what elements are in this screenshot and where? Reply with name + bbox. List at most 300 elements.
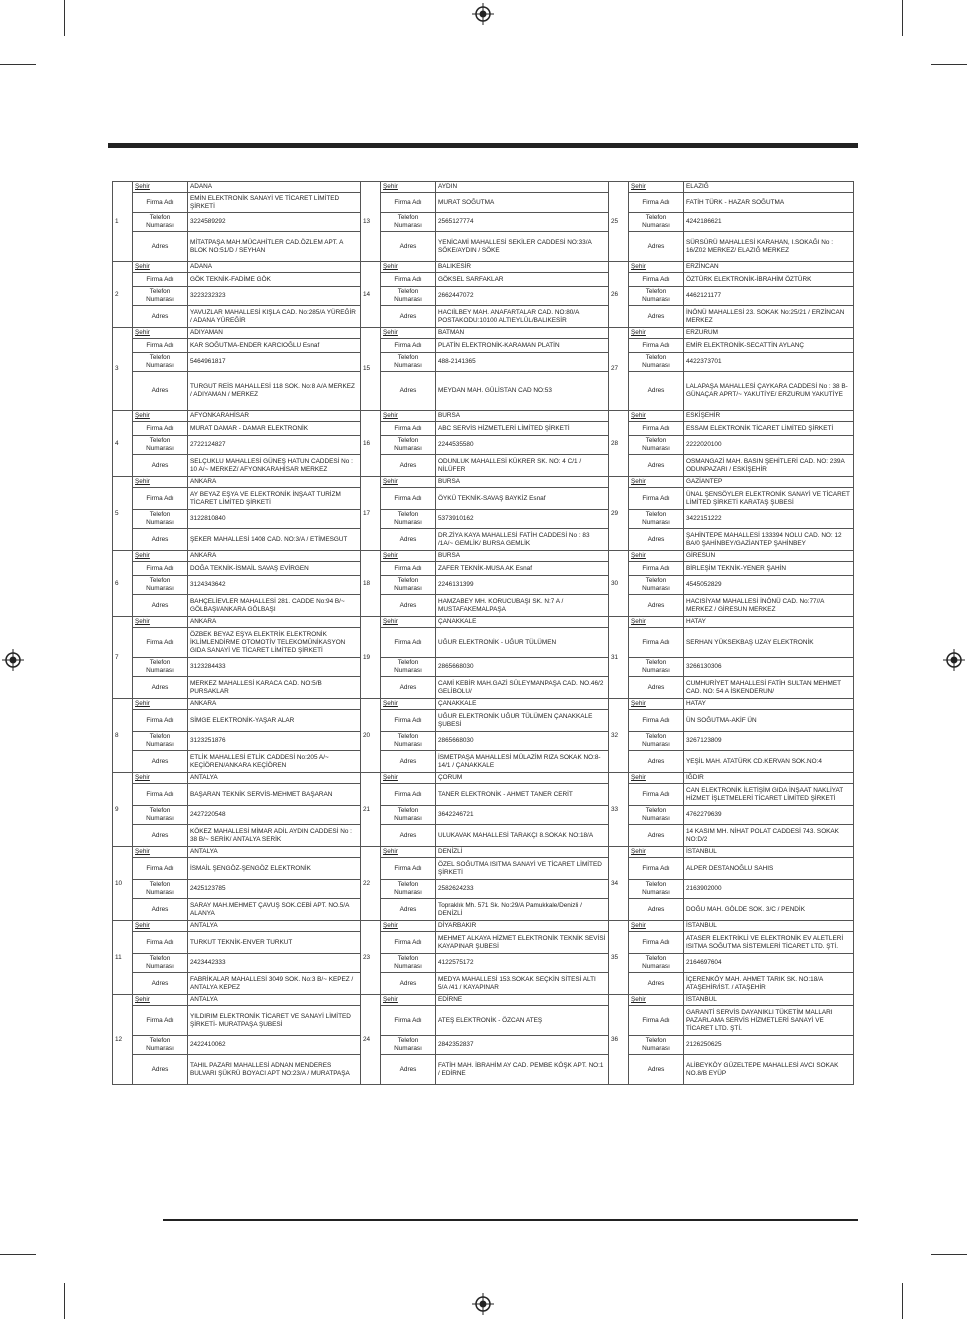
phone-label: Telefon Numarası [629, 576, 684, 595]
entry-number: 34 [609, 847, 629, 921]
phone-value: 3642246721 [436, 806, 609, 825]
city-label: Şehir [629, 699, 684, 710]
city-label: Şehir [381, 617, 436, 628]
address-value: HACIİLBEY MAH. ANAFARTALAR CAD. NO:80/A POSTAKODU:10100 ALTIEYLÜL/BALIKESİR [436, 306, 609, 328]
company-label: Firma Adı [133, 1006, 188, 1036]
company-label: Firma Adı [381, 193, 436, 213]
company-value: ATASER ELEKTRİKLİ VE ELEKTRONİK EV ALETLERİ ISITMA SOĞUTMA SİSTEMLERİ TİCARET LTD. ŞTİ. [684, 932, 854, 954]
city-value: ÇORUM [436, 773, 609, 784]
phone-value: 4762279639 [684, 806, 854, 825]
phone-label: Telefon Numarası [381, 436, 436, 455]
phone-label: Telefon Numarası [629, 353, 684, 372]
company-value: TANER ELEKTRONİK - AHMET TANER CERİT [436, 784, 609, 806]
company-value: AY BEYAZ EŞYA VE ELEKTRONİK İNŞAAT TURİZM TİCARET LİMİTED ŞİRKETİ [188, 488, 361, 510]
company-label: Firma Adı [133, 628, 188, 658]
phone-label: Telefon Numarası [381, 880, 436, 899]
phone-value: 2163902000 [684, 880, 854, 899]
company-label: Firma Adı [381, 710, 436, 732]
crop-mark [0, 1254, 36, 1255]
city-label: Şehir [133, 328, 188, 339]
entry-number: 5 [113, 477, 133, 551]
phone-label: Telefon Numarası [629, 806, 684, 825]
company-label: Firma Adı [629, 628, 684, 658]
header-rule [108, 143, 858, 148]
entry-number: 10 [113, 847, 133, 921]
address-label: Adres [381, 751, 436, 773]
entry-number: 11 [113, 921, 133, 995]
city-label: Şehir [133, 773, 188, 784]
address-value: DR.ZİYA KAYA MAHALLESİ FATİH CADDESİ No : 83 /1A/~ GEMLİK/ BURSA GEMLİK [436, 529, 609, 551]
phone-value: 2565127774 [436, 213, 609, 232]
address-label: Adres [381, 1055, 436, 1085]
company-label: Firma Adı [629, 932, 684, 954]
address-value: HACISİYAM MAHALLESİ İNÖNÜ CAD. No:77//A MERKEZ / GİRESUN MERKEZ [684, 595, 854, 617]
phone-value: 2425123785 [188, 880, 361, 899]
city-value: ANKARA [188, 617, 361, 628]
address-value: ALİBEYKÖY GÜZELTEPE MAHALLESİ AVCI SOKAK NO.8/B EYÜP [684, 1055, 854, 1085]
company-label: Firma Adı [629, 784, 684, 806]
phone-label: Telefon Numarası [133, 287, 188, 306]
entry-number: 33 [609, 773, 629, 847]
phone-label: Telefon Numarası [133, 806, 188, 825]
city-value: EDİRNE [436, 995, 609, 1006]
company-label: Firma Adı [133, 932, 188, 954]
address-label: Adres [133, 595, 188, 617]
address-label: Adres [629, 232, 684, 262]
city-label: Şehir [133, 995, 188, 1006]
company-value: CAN ELEKTRONİK İLETİŞİM GIDA İNŞAAT NAKLİYAT HİZMET İŞLETMELERİ TİCARET LİMİTED ŞİRKETİ [684, 784, 854, 806]
address-label: Adres [133, 529, 188, 551]
address-value: BAHÇELİEVLER MAHALLESİ 281. CADDE No:94 B/~ GÖLBAŞI/ANKARA GÖLBAŞI [188, 595, 361, 617]
city-value: ESKİŞEHİR [684, 411, 854, 422]
entry-number: 26 [609, 262, 629, 328]
address-label: Adres [133, 825, 188, 847]
phone-label: Telefon Numarası [381, 510, 436, 529]
phone-value: 3124343642 [188, 576, 361, 595]
city-label: Şehir [629, 328, 684, 339]
entry-number: 20 [361, 699, 381, 773]
address-value: MEYDAN MAH. GÜLİSTAN CAD NO:53 [436, 372, 609, 411]
entry-number: 23 [361, 921, 381, 995]
company-value: KAR SOĞUTMA-ENDER KARCIOĞLU Esnaf [188, 339, 361, 353]
city-label: Şehir [133, 411, 188, 422]
company-label: Firma Adı [133, 193, 188, 213]
city-label: Şehir [381, 182, 436, 193]
company-label: Firma Adı [381, 488, 436, 510]
company-label: Firma Adı [133, 784, 188, 806]
address-label: Adres [381, 677, 436, 699]
company-label: Firma Adı [133, 858, 188, 880]
city-label: Şehir [133, 921, 188, 932]
phone-value: 2865668030 [436, 732, 609, 751]
city-value: BURSA [436, 551, 609, 562]
company-label: Firma Adı [381, 628, 436, 658]
company-value: ÖZEL SOĞUTMA ISITMA SANAYİ VE TİCARET LİMİTED ŞİRKETİ [436, 858, 609, 880]
city-label: Şehir [629, 262, 684, 273]
phone-label: Telefon Numarası [381, 287, 436, 306]
company-value: SİMGE ELEKTRONİK-YAŞAR ALAR [188, 710, 361, 732]
address-label: Adres [133, 1055, 188, 1085]
company-value: PLATİN ELEKTRONİK-KARAMAN PLATİN [436, 339, 609, 353]
city-label: Şehir [133, 477, 188, 488]
city-value: ÇANAKKALE [436, 699, 609, 710]
crop-mark [0, 64, 36, 65]
company-value: YILDIRIM ELEKTRONİK TİCARET VE SANAYİ LİMİTED ŞİRKETİ- MURATPAŞA ŞUBESİ [188, 1006, 361, 1036]
phone-label: Telefon Numarası [629, 880, 684, 899]
company-label: Firma Adı [629, 710, 684, 732]
phone-label: Telefon Numarası [381, 353, 436, 372]
city-value: ÇANAKKALE [436, 617, 609, 628]
company-value: FATİH TÜRK - HAZAR SOĞUTMA [684, 193, 854, 213]
city-label: Şehir [629, 551, 684, 562]
phone-value: 4242186621 [684, 213, 854, 232]
address-value: YENİCAMİ MAHALLESİ SEKİLER CADDESİ NO:33/A SÖKE/AYDIN / SÖKE [436, 232, 609, 262]
company-value: ÖYKÜ TEKNİK-SAVAŞ BAYKİZ Esnaf [436, 488, 609, 510]
city-value: İSTANBUL [684, 847, 854, 858]
city-label: Şehir [629, 182, 684, 193]
address-value: CAMİ KEBİR MAH.GAZİ SÜLEYMANPAŞA CAD. NO.46/2 GELİBOLU/ [436, 677, 609, 699]
city-value: ERZURUM [684, 328, 854, 339]
city-label: Şehir [381, 699, 436, 710]
phone-label: Telefon Numarası [629, 213, 684, 232]
address-value: CUMHURİYET MAHALLESİ FATİH SULTAN MEHMET CAD. NO: 54 A İSKENDERUN/ [684, 677, 854, 699]
address-value: ŞEKER MAHALLESİ 1408 CAD. NO:3/A / ETİMESGUT [188, 529, 361, 551]
city-label: Şehir [381, 328, 436, 339]
city-value: BALIKESİR [436, 262, 609, 273]
phone-label: Telefon Numarası [381, 576, 436, 595]
phone-value: 2164697604 [684, 954, 854, 973]
address-value: İÇERENKÖY MAH. AHMET TARIK SK. NO:18/A ATAŞEHİR/İST. / ATAŞEHİR [684, 973, 854, 995]
registration-mark-icon [472, 3, 494, 25]
address-label: Adres [629, 595, 684, 617]
phone-label: Telefon Numarası [629, 1036, 684, 1055]
entry-number: 31 [609, 617, 629, 699]
address-value: ETLİK MAHALLESİ ETLİK CADDESİ No:205 A/~ KEÇİÖREN/ANKARA KEÇİÖREN [188, 751, 361, 773]
city-value: GİRESUN [684, 551, 854, 562]
phone-label: Telefon Numarası [629, 658, 684, 677]
phone-value: 3123284433 [188, 658, 361, 677]
address-label: Adres [133, 899, 188, 921]
city-value: ADIYAMAN [188, 328, 361, 339]
address-label: Adres [133, 232, 188, 262]
phone-value: 2865668030 [436, 658, 609, 677]
city-value: AFYONKARAHİSAR [188, 411, 361, 422]
city-label: Şehir [381, 921, 436, 932]
address-value: HAMZABEY MH. KORUCUBAŞI SK. N:7 A / MUSTAFAKEMALPAŞA [436, 595, 609, 617]
address-label: Adres [133, 306, 188, 328]
entry-number: 22 [361, 847, 381, 921]
company-label: Firma Adı [133, 273, 188, 287]
address-value: İNÖNÜ MAHALLESİ 23. SOKAK No:25/21 / ERZİNCAN MERKEZ [684, 306, 854, 328]
company-value: GARANTİ SERVİS DAYANIKLI TÜKETİM MALLARI PAZARLAMA SERVİS HİZMETLERİ SANAYİ VE TİCARET LTD. ŞTİ. [684, 1006, 854, 1036]
company-value: UĞUR ELEKTRONİK UĞUR TÜLÜMEN ÇANAKKALE ŞUBESİ [436, 710, 609, 732]
phone-label: Telefon Numarası [381, 954, 436, 973]
company-label: Firma Adı [381, 932, 436, 954]
phone-value: 3122810840 [188, 510, 361, 529]
city-value: ADANA [188, 182, 361, 193]
company-value: İSMAİL ŞENGÖZ-ŞENGÖZ ELEKTRONİK [188, 858, 361, 880]
phone-label: Telefon Numarası [133, 353, 188, 372]
address-value: MİTATPAŞA MAH.MÜCAHİTLER CAD.ÖZLEM APT. A BLOK NO:51/D / SEYHAN [188, 232, 361, 262]
address-value: SÜRSÜRÜ MAHALLESİ KARAHAN, I.SOKAĞI No : 16/Z02 MERKEZ/ ELAZIĞ MERKEZ [684, 232, 854, 262]
address-label: Adres [381, 825, 436, 847]
phone-value: 2423442333 [188, 954, 361, 973]
address-label: Adres [381, 372, 436, 411]
crop-mark [931, 1254, 967, 1255]
phone-label: Telefon Numarası [133, 880, 188, 899]
entry-number: 29 [609, 477, 629, 551]
city-label: Şehir [629, 773, 684, 784]
crop-mark [64, 1283, 65, 1319]
address-value: ODUNLUK MAHALLESİ KÜKRER SK. NO: 4 C/1 / NİLÜFER [436, 455, 609, 477]
city-value: BURSA [436, 477, 609, 488]
company-label: Firma Adı [629, 1006, 684, 1036]
phone-label: Telefon Numarası [629, 287, 684, 306]
company-label: Firma Adı [381, 562, 436, 576]
city-label: Şehir [629, 477, 684, 488]
phone-value: 4122575172 [436, 954, 609, 973]
address-label: Adres [629, 529, 684, 551]
phone-value: 2722124827 [188, 436, 361, 455]
entry-number: 27 [609, 328, 629, 411]
phone-value: 3224589292 [188, 213, 361, 232]
company-value: MURAT DAMAR - DAMAR ELEKTRONİK [188, 422, 361, 436]
phone-label: Telefon Numarası [629, 436, 684, 455]
city-label: Şehir [381, 995, 436, 1006]
address-value: FATİH MAH. İBRAHİM AY CAD. PEMBE KÖŞK APT. NO:1 / EDİRNE [436, 1055, 609, 1085]
company-value: EMİR ELEKTRONİK-SECATTİN AYLANÇ [684, 339, 854, 353]
company-value: ÖZBEK BEYAZ EŞYA ELEKTRİK ELEKTRONİK İKLİMLENDİRME OTOMOTİV TELEKOMÜNİKASYON GIDA SANAYİ VE TİCARET LİMİTED ŞİRKETİ [188, 628, 361, 658]
phone-label: Telefon Numarası [629, 510, 684, 529]
address-value: Topraklık Mh. 571 Sk. No:29/A Pamukkale/Denizli / DENİZLİ [436, 899, 609, 921]
phone-value: 3266130306 [684, 658, 854, 677]
address-value: DOĞU MAH. GÖLDE SOK. 3/C / PENDİK [684, 899, 854, 921]
entry-number: 16 [361, 411, 381, 477]
address-label: Adres [381, 455, 436, 477]
city-label: Şehir [629, 617, 684, 628]
phone-value: 2246131399 [436, 576, 609, 595]
address-label: Adres [133, 973, 188, 995]
company-label: Firma Adı [629, 488, 684, 510]
phone-label: Telefon Numarası [133, 954, 188, 973]
company-label: Firma Adı [629, 339, 684, 353]
company-value: DOĞA TEKNİK-İSMAİL SAVAŞ EVİRGEN [188, 562, 361, 576]
city-value: ANTALYA [188, 847, 361, 858]
registration-mark-icon [2, 649, 24, 671]
address-label: Adres [629, 973, 684, 995]
address-label: Adres [629, 751, 684, 773]
company-label: Firma Adı [629, 422, 684, 436]
phone-label: Telefon Numarası [133, 732, 188, 751]
phone-value: 2662447072 [436, 287, 609, 306]
entry-number: 30 [609, 551, 629, 617]
phone-value: 4422373701 [684, 353, 854, 372]
phone-label: Telefon Numarası [133, 1036, 188, 1055]
address-value: ŞAHİNTEPE MAHALLESİ 133394 NOLU CAD. NO: 12 BA/0 ŞAHİNBEY/GAZİANTEP ŞAHİNBEY [684, 529, 854, 551]
city-value: ANTALYA [188, 773, 361, 784]
city-value: BURSA [436, 411, 609, 422]
company-label: Firma Adı [629, 858, 684, 880]
company-value: ÜNAL ŞENSÖYLER ELEKTRONİK SANAYİ VE TİCARET LİMİTED ŞİRKETİ KARATAŞ ŞUBESİ [684, 488, 854, 510]
company-value: ÜN SOĞUTMA-AKİF ÜN [684, 710, 854, 732]
address-label: Adres [629, 677, 684, 699]
phone-value: 4462121177 [684, 287, 854, 306]
entry-number: 25 [609, 182, 629, 262]
address-label: Adres [629, 1055, 684, 1085]
company-value: ALPER DESTANOĞLU SAHIS [684, 858, 854, 880]
city-label: Şehir [133, 617, 188, 628]
address-label: Adres [381, 899, 436, 921]
phone-value: 2427220548 [188, 806, 361, 825]
address-value: OSMANGAZİ MAH. BASIN ŞEHİTLERİ CAD. NO: 239A ODUNPAZARI / ESKİŞEHİR [684, 455, 854, 477]
company-value: MEHMET ALKAYA HİZMET ELEKTRONİK TEKNİK SEVİSİ KAYAPINAR ŞUBESİ [436, 932, 609, 954]
phone-value: 2244535580 [436, 436, 609, 455]
crop-mark [902, 0, 903, 36]
phone-value: 5464961817 [188, 353, 361, 372]
address-label: Adres [133, 372, 188, 411]
address-label: Adres [133, 677, 188, 699]
city-label: Şehir [133, 551, 188, 562]
company-value: UĞUR ELEKTRONİK - UĞUR TÜLÜMEN [436, 628, 609, 658]
city-value: AYDIN [436, 182, 609, 193]
city-value: İSTANBUL [684, 995, 854, 1006]
company-label: Firma Adı [133, 488, 188, 510]
company-label: Firma Adı [133, 422, 188, 436]
city-label: Şehir [133, 262, 188, 273]
address-label: Adres [381, 973, 436, 995]
company-value: MURAT SOĞUTMA [436, 193, 609, 213]
city-label: Şehir [133, 847, 188, 858]
city-label: Şehir [381, 847, 436, 858]
address-label: Adres [629, 825, 684, 847]
address-label: Adres [629, 899, 684, 921]
address-label: Adres [381, 595, 436, 617]
city-value: ANTALYA [188, 995, 361, 1006]
address-value: MERKEZ MAHALLESİ KARACA CAD. NO:5/B PURSAKLAR [188, 677, 361, 699]
footer-rule [163, 1219, 858, 1221]
phone-value: 3267123809 [684, 732, 854, 751]
city-value: ANKARA [188, 551, 361, 562]
entry-number: 6 [113, 551, 133, 617]
entry-number: 24 [361, 995, 381, 1085]
company-label: Firma Adı [133, 710, 188, 732]
service-center-table [112, 181, 853, 1085]
phone-value: 2422410062 [188, 1036, 361, 1055]
city-label: Şehir [629, 847, 684, 858]
address-value: SARAY MAH.MEHMET ÇAVUŞ SOK.CEBİ APT. NO.5/A ALANYA [188, 899, 361, 921]
phone-label: Telefon Numarası [629, 732, 684, 751]
company-value: BİRLEŞİM TEKNİK-YENER ŞAHİN [684, 562, 854, 576]
phone-label: Telefon Numarası [133, 213, 188, 232]
address-label: Adres [381, 529, 436, 551]
phone-value: 3223232323 [188, 287, 361, 306]
city-value: ANKARA [188, 699, 361, 710]
phone-label: Telefon Numarası [629, 954, 684, 973]
entry-number: 35 [609, 921, 629, 995]
entry-number: 21 [361, 773, 381, 847]
entry-number: 3 [113, 328, 133, 411]
company-label: Firma Adı [381, 339, 436, 353]
entry-number: 2 [113, 262, 133, 328]
address-value: FABRİKALAR MAHALLESİ 3049 SOK. No:3 B/~ KEPEZ / ANTALYA KEPEZ [188, 973, 361, 995]
city-label: Şehir [629, 921, 684, 932]
phone-value: 3422151222 [684, 510, 854, 529]
address-value: ULUKAVAK MAHALLESİ TARAKÇI 8.SOKAK NO:18/A [436, 825, 609, 847]
phone-value: 2582624233 [436, 880, 609, 899]
entry-number: 14 [361, 262, 381, 328]
company-value: ATEŞ ELEKTRONİK - ÖZCAN ATEŞ [436, 1006, 609, 1036]
crop-mark [902, 1283, 903, 1319]
company-value: GÖK TEKNİK-FADİME GÖK [188, 273, 361, 287]
phone-label: Telefon Numarası [133, 658, 188, 677]
address-value: YAVUZLAR MAHALLESİ KIŞLA CAD. No:285/A YÜREĞİR / ADANA YÜREĞİR [188, 306, 361, 328]
city-value: DİYARBAKIR [436, 921, 609, 932]
company-value: GÖKSEL SARFAKLAR [436, 273, 609, 287]
company-value: ABC SERVİS HİZMETLERİ LİMİTED ŞİRKETİ [436, 422, 609, 436]
company-label: Firma Adı [381, 422, 436, 436]
company-label: Firma Adı [629, 562, 684, 576]
company-label: Firma Adı [133, 562, 188, 576]
phone-value: 5373910162 [436, 510, 609, 529]
address-label: Adres [629, 306, 684, 328]
entry-number: 36 [609, 995, 629, 1085]
address-value: İSMETPAŞA MAHALLESİ MÜLAZİM RIZA SOKAK NO:8-14/1 / ÇANAKKALE [436, 751, 609, 773]
address-label: Adres [629, 372, 684, 411]
address-value: 14 KASIM MH. NİHAT POLAT CADDESİ 743. SOKAK NO:D/2 [684, 825, 854, 847]
city-value: İSTANBUL [684, 921, 854, 932]
registration-mark-icon [943, 649, 965, 671]
city-value: ADANA [188, 262, 361, 273]
phone-label: Telefon Numarası [381, 732, 436, 751]
phone-value: 488-2141365 [436, 353, 609, 372]
phone-label: Telefon Numarası [381, 806, 436, 825]
phone-label: Telefon Numarası [133, 510, 188, 529]
address-value: SELÇUKLU MAHALLESİ GÜNEŞ HATUN CADDESİ No : 10 A/~ MERKEZ/ AFYONKARAHİSAR MERKEZ [188, 455, 361, 477]
address-value: YEŞİL MAH. ATATÜRK CD.KERVAN SOK.NO:4 [684, 751, 854, 773]
entry-number: 1 [113, 182, 133, 262]
address-value: TAHIL PAZARI MAHALLESİ ADNAN MENDERES BULVARI ŞÜKRÜ BOYACI APT NO:23/A / MURATPAŞA [188, 1055, 361, 1085]
address-label: Adres [381, 306, 436, 328]
company-label: Firma Adı [629, 273, 684, 287]
city-value: ELAZIĞ [684, 182, 854, 193]
company-value: ÖZTÜRK ELEKTRONİK-İBRAHİM ÖZTÜRK [684, 273, 854, 287]
crop-mark [64, 0, 65, 36]
company-value: SERHAN YÜKSEKBAŞ UZAY ELEKTRONİK [684, 628, 854, 658]
entry-number: 13 [361, 182, 381, 262]
company-label: Firma Adı [381, 784, 436, 806]
city-value: HATAY [684, 617, 854, 628]
city-value: BATMAN [436, 328, 609, 339]
phone-value: 2126250625 [684, 1036, 854, 1055]
city-value: HATAY [684, 699, 854, 710]
entry-number: 8 [113, 699, 133, 773]
company-label: Firma Adı [381, 1006, 436, 1036]
entry-number: 9 [113, 773, 133, 847]
city-label: Şehir [381, 773, 436, 784]
crop-mark [931, 64, 967, 65]
entry-number: 19 [361, 617, 381, 699]
entry-number: 4 [113, 411, 133, 477]
service-table-grid [112, 181, 854, 1085]
company-label: Firma Adı [133, 339, 188, 353]
city-value: ANKARA [188, 477, 361, 488]
phone-value: 4545052829 [684, 576, 854, 595]
entry-number: 17 [361, 477, 381, 551]
company-label: Firma Adı [381, 273, 436, 287]
city-label: Şehir [629, 411, 684, 422]
city-value: ERZİNCAN [684, 262, 854, 273]
phone-label: Telefon Numarası [381, 1036, 436, 1055]
